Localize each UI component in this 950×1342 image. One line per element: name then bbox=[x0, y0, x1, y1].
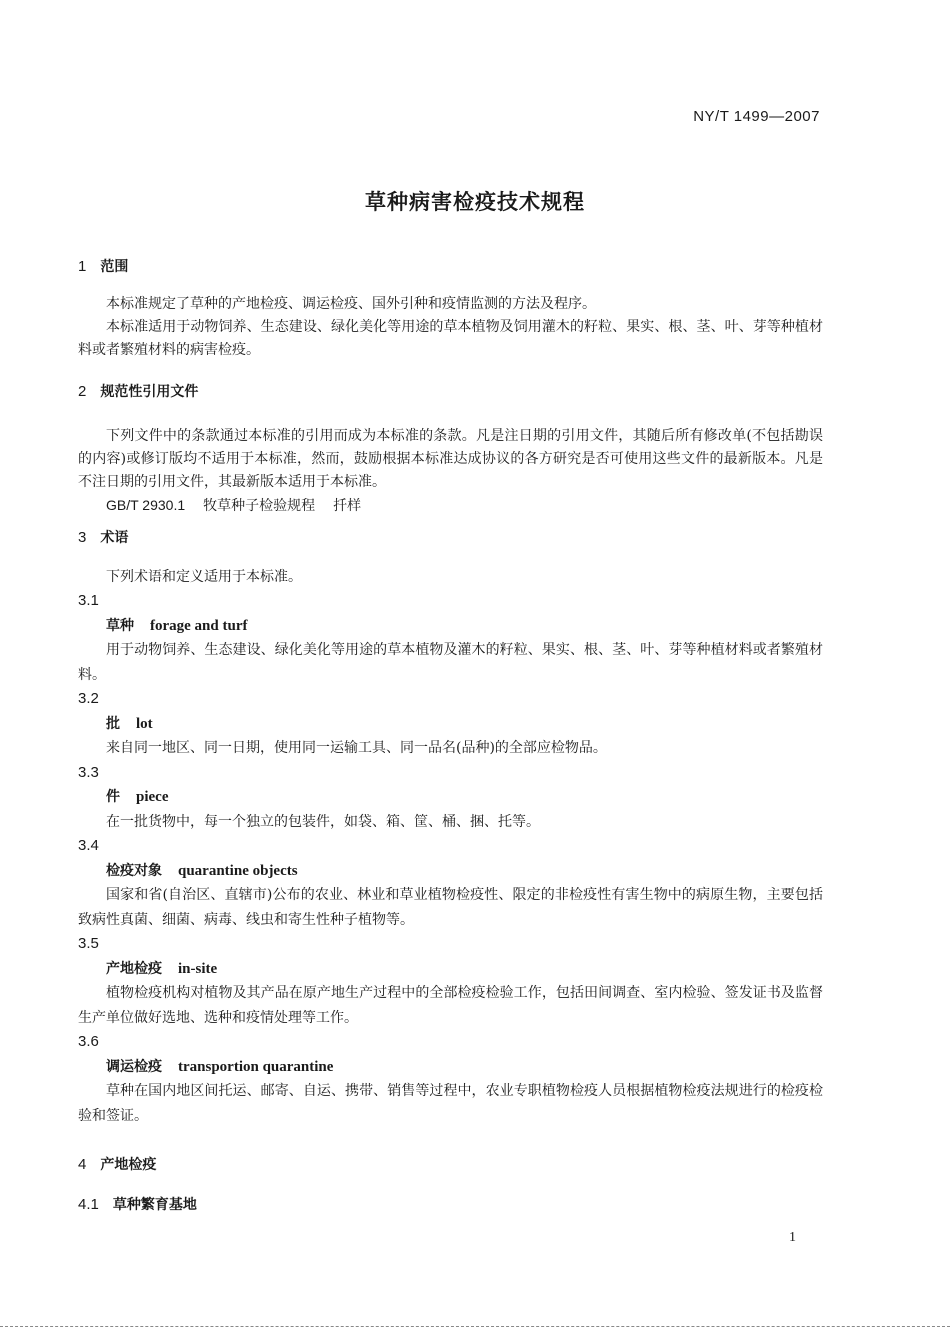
section-number: 4.1 bbox=[78, 1196, 99, 1213]
section-title: 范围 bbox=[100, 259, 129, 275]
term-cn: 产地检疫 bbox=[106, 960, 162, 977]
term-en: in-site bbox=[178, 960, 218, 977]
paragraph: 下列术语和定义适用于本标准。 bbox=[106, 569, 302, 585]
section-number: 1 bbox=[78, 258, 87, 275]
term-number: 3.6 bbox=[78, 1033, 99, 1050]
term-definition: 草种在国内地区间托运、邮寄、自运、携带、销售等过程中，农业专职植物检疫人员根据植物检疫法规进行的检疫检验和签证。 bbox=[78, 1083, 823, 1124]
term-heading bbox=[78, 785, 823, 810]
term-heading bbox=[78, 1055, 823, 1080]
paragraph: 下列文件中的条款通过本标准的引用而成为本标准的条款。凡是注日期的引用文件，其随后所有修改单(不包括勘误的内容)或修订版均不适用于本标准，然而，鼓励根据本标准达成协议的各方研究是否可使用这些文件的最新版本。凡是不注日期的引用文件，其最新版本适用于本标准。 bbox=[78, 428, 823, 490]
term-definition: 植物检疫机构对植物及其产品在原产地生产过程中的全部检疫检验工作，包括田间调查、室内检验、签发证书及监督生产单位做好选地、选种和疫情处理等工作。 bbox=[78, 985, 823, 1026]
term-cn: 批 bbox=[106, 715, 120, 732]
term-en: transportion quarantine bbox=[178, 1058, 334, 1075]
page-bottom-rule bbox=[0, 1326, 950, 1327]
term-number: 3.5 bbox=[78, 935, 99, 952]
section-title: 规范性引用文件 bbox=[100, 384, 199, 400]
document-title: 草种病害检疫技术规程 bbox=[365, 190, 585, 214]
term-cn: 检疫对象 bbox=[106, 862, 162, 879]
term-number: 3.2 bbox=[78, 690, 99, 707]
term-cn: 件 bbox=[106, 789, 120, 805]
term-definition: 在一批货物中，每一个独立的包装件，如袋、箱、筐、桶、捆、托等。 bbox=[106, 813, 540, 830]
reference-code: GB/T 2930.1 bbox=[106, 497, 186, 513]
section-4-heading bbox=[78, 1153, 823, 1177]
section-3-intro bbox=[78, 566, 823, 589]
term-en: forage and turf bbox=[150, 617, 248, 634]
section-number: 4 bbox=[78, 1156, 87, 1173]
section-title: 草种繁育基地 bbox=[112, 1197, 197, 1213]
terms-list bbox=[78, 589, 823, 1128]
section-title: 产地检疫 bbox=[100, 1157, 157, 1173]
page-number: 1 bbox=[789, 1230, 796, 1245]
term-number: 3.3 bbox=[78, 763, 99, 781]
section-2-heading bbox=[78, 380, 823, 404]
normative-reference bbox=[78, 494, 823, 518]
paragraph: 本标准规定了草种的产地检疫、调运检疫、国外引种和疫情监测的方法及程序。 bbox=[106, 296, 596, 312]
term-number: 3.1 bbox=[78, 592, 99, 609]
section-1-heading bbox=[78, 255, 823, 279]
standard-number: NY/T 1499—2007 bbox=[693, 108, 820, 125]
reference-title: 牧草种子检验规程 bbox=[203, 498, 316, 514]
term-cn: 调运检疫 bbox=[106, 1058, 162, 1075]
term-en: quarantine objects bbox=[178, 862, 298, 879]
term-number: 3.4 bbox=[78, 837, 99, 854]
reference-subtitle: 扦样 bbox=[333, 498, 362, 514]
section-4-1-heading bbox=[78, 1193, 823, 1217]
term-definition: 国家和省(自治区、直辖市)公布的农业、林业和草业植物检疫性、限定的非检疫性有害生物中的病原生物，主要包括致病性真菌、细菌、病毒、线虫和寄生性种子植物等。 bbox=[78, 887, 823, 928]
section-title: 术语 bbox=[100, 530, 129, 546]
term-heading bbox=[78, 712, 823, 737]
section-1-body bbox=[78, 293, 823, 362]
term-en: piece bbox=[136, 789, 169, 805]
section-2-body bbox=[78, 425, 823, 518]
term-en: lot bbox=[136, 715, 153, 732]
section-number: 2 bbox=[78, 383, 87, 400]
term-heading bbox=[78, 614, 823, 639]
term-definition: 来自同一地区、同一日期，使用同一运输工具、同一品名(品种)的全部应检物品。 bbox=[106, 740, 607, 756]
term-definition: 用于动物饲养、生态建设、绿化美化等用途的草本植物及灌木的籽粒、果实、根、茎、叶、芽等种植材料或者繁殖材料。 bbox=[78, 642, 823, 683]
term-heading bbox=[78, 859, 823, 884]
section-number: 3 bbox=[78, 529, 87, 546]
term-cn: 草种 bbox=[106, 617, 134, 634]
paragraph: 本标准适用于动物饲养、生态建设、绿化美化等用途的草本植物及饲用灌木的籽粒、果实、根、茎、叶、芽等种植材料或者繁殖材料的病害检疫。 bbox=[78, 319, 823, 358]
term-heading bbox=[78, 957, 823, 982]
section-3-heading bbox=[78, 526, 823, 550]
